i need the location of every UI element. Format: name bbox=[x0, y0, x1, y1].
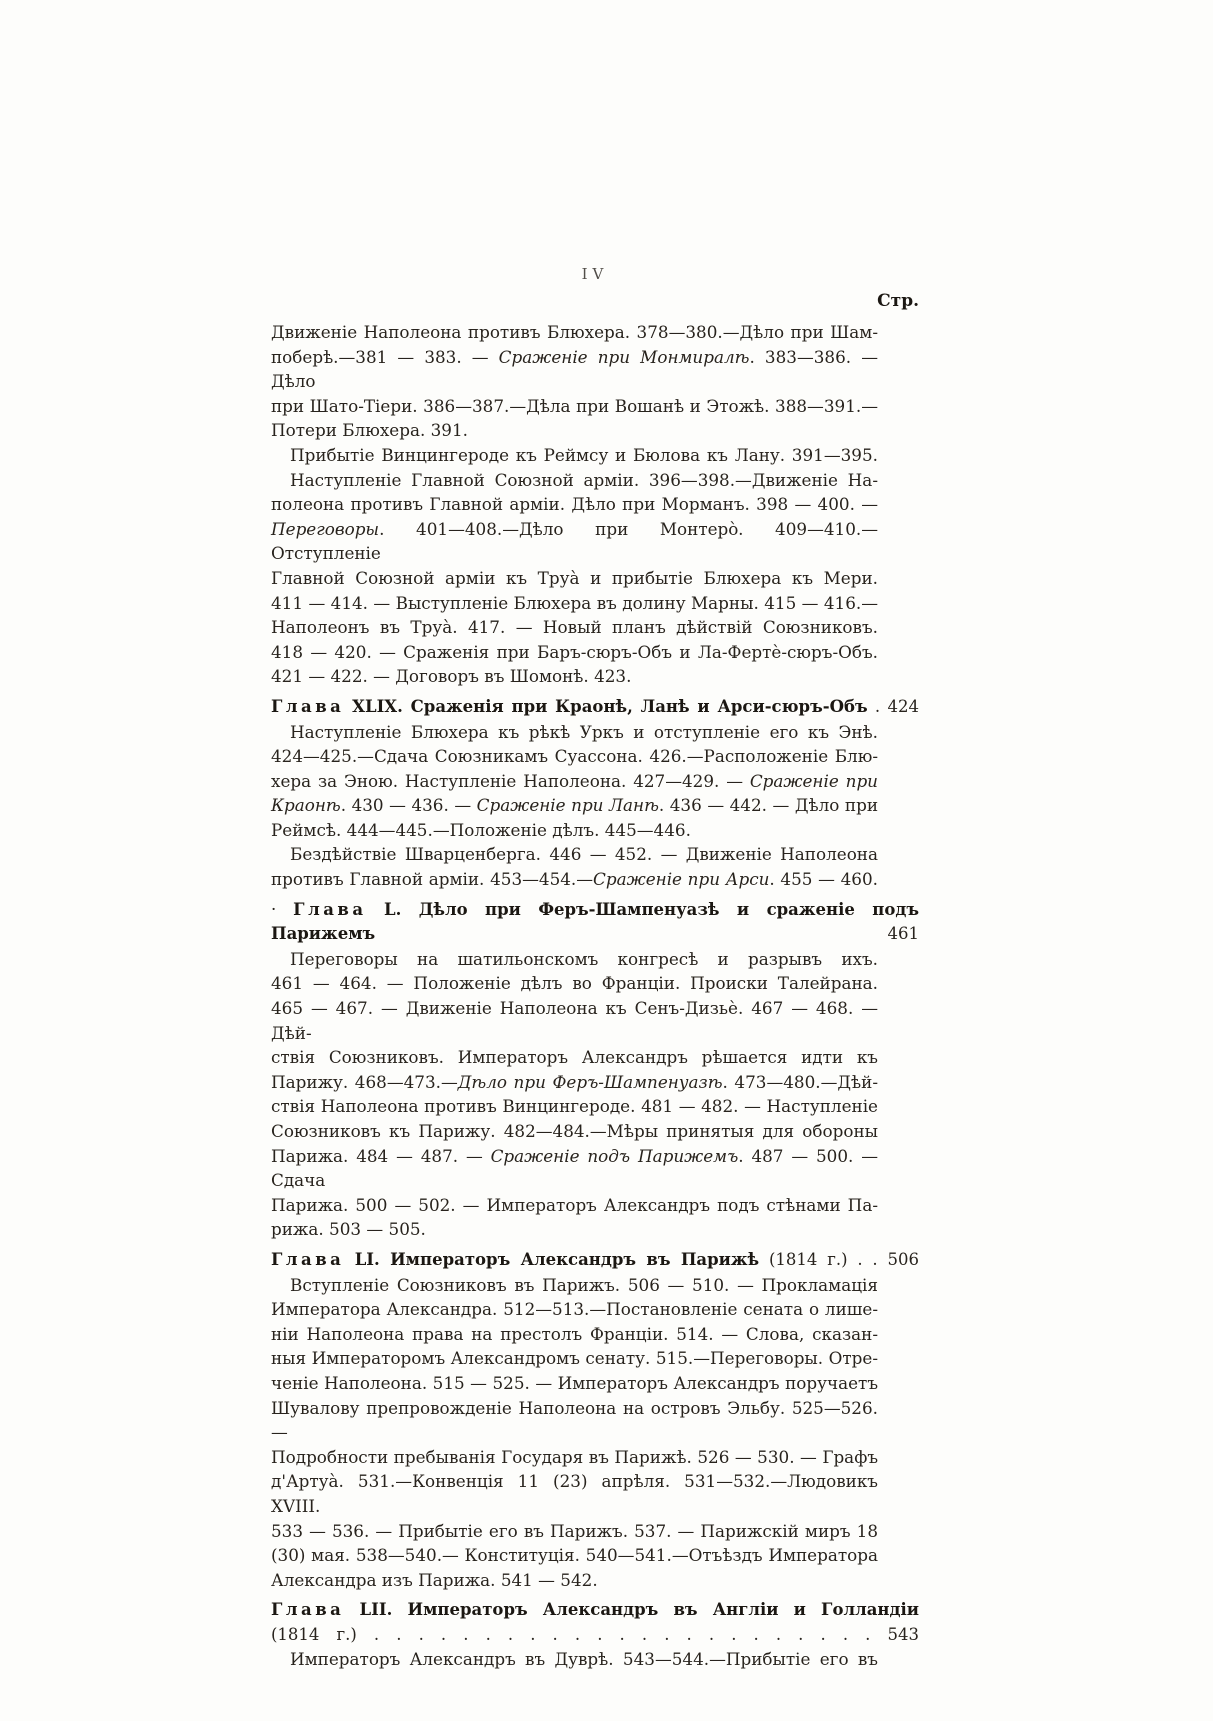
chapter-title: Сраженія при Краонѣ, Ланѣ и Арси-сюръ-Объ bbox=[410, 696, 868, 716]
chapter-label: Глава bbox=[271, 1249, 345, 1269]
chapter-title: Дѣло при Феръ-Шампенуазѣ и сраженіе подъ Парижемъ bbox=[271, 899, 919, 944]
chapter-title: L. bbox=[366, 899, 419, 919]
toc-line bbox=[271, 640, 919, 665]
text-run: Движеніе Наполеона противъ Блюхера. 378—380.—Дѣло при Шам- bbox=[271, 322, 878, 342]
text-run: Вступленіе Союзниковъ въ Парижъ. 506 — 510. — Прокламація bbox=[290, 1274, 878, 1295]
text-run: Главной Союзной арміи къ Труà и прибытіе Блюхера къ Мери. bbox=[271, 567, 878, 588]
text-run: (30) мая. 538—540.— Конституція. 540—541.—Отъѣздъ Императора bbox=[271, 1545, 878, 1566]
text-run: при Шато-Тіери. 386—387.—Дѣла при Вошанѣ и Этожѣ. 388—391.— bbox=[271, 395, 878, 416]
text-run: . 436 — 442. — Дѣло при bbox=[658, 795, 879, 816]
toc-line bbox=[271, 947, 919, 972]
text-run: Прибытіе Винцингероде къ Реймсу и Бюлова къ Лану. 391—395. bbox=[290, 444, 878, 465]
text-run: противъ Главной арміи. 453—454.— bbox=[271, 869, 594, 890]
text-run: . 473—480.—Дѣй- bbox=[722, 1071, 878, 1092]
text-run: ныя Императоромъ Александромъ сенату. 515.—Переговоры. Отре- bbox=[271, 1348, 878, 1369]
text-run: · bbox=[271, 899, 294, 919]
chapter-title: XLIX. bbox=[344, 696, 411, 716]
chapter-heading-line bbox=[271, 1598, 919, 1623]
battle-name-italic: Сраженіе при Монмиралѣ bbox=[498, 346, 750, 367]
battle-name-italic: Переговоры bbox=[271, 518, 380, 539]
chapter-title: LII. bbox=[344, 1600, 408, 1620]
battle-name-italic: Дѣло при Феръ-Шампенуазѣ bbox=[457, 1071, 723, 1092]
chapter-title: Императоръ Александръ въ Парижѣ bbox=[390, 1249, 760, 1269]
battle-name-italic: Краонѣ bbox=[271, 795, 341, 816]
toc-line bbox=[271, 320, 919, 345]
text-run: полеона противъ Главной арміи. Дѣло при Морманъ. 398 — 400. — bbox=[271, 494, 878, 515]
text-run: поберѣ.—381 — 383. — bbox=[271, 346, 499, 367]
toc-line bbox=[271, 720, 919, 745]
text-run: Потери Блюхера. 391. bbox=[271, 420, 468, 441]
text-run: Парижа. 484 — 487. — bbox=[271, 1145, 491, 1166]
text-run: хера за Эною. Наступленіе Наполеона. 427—429. — bbox=[271, 770, 750, 791]
text-run: 461 bbox=[887, 924, 919, 944]
toc-line bbox=[271, 1469, 919, 1518]
toc-line bbox=[271, 996, 919, 1045]
text-run bbox=[375, 924, 887, 943]
text-run: 506 bbox=[887, 1249, 919, 1269]
chapter-heading-line bbox=[271, 1248, 919, 1273]
text-run: 418 — 420. — Сраженія при Баръ-сюръ-Объ и Ла-Фертè-сюръ-Объ. bbox=[271, 641, 878, 662]
page-column-header: Стр. bbox=[877, 291, 919, 311]
chapter-heading-line bbox=[271, 695, 919, 720]
toc-line bbox=[271, 818, 919, 843]
toc-line bbox=[271, 615, 919, 640]
chapter-heading-line bbox=[271, 1623, 919, 1648]
battle-name-italic: Сраженіе при Арси bbox=[593, 869, 770, 890]
toc-line bbox=[271, 1217, 919, 1242]
text-run: (1814 г.) . . . . . . . . . . . . . . . . . . . . . . . bbox=[271, 1624, 888, 1644]
toc-line bbox=[271, 1297, 919, 1322]
chapter-heading-line bbox=[271, 898, 919, 947]
text-run: . bbox=[867, 696, 888, 716]
text-run: ствія Союзниковъ. Императоръ Александръ рѣшается идти къ bbox=[271, 1047, 878, 1068]
toc-line bbox=[271, 793, 919, 818]
text-run: . 401—408.—Дѣло при Монтерò. 409—410.—Отступленіе bbox=[271, 518, 878, 564]
toc-line bbox=[271, 1045, 919, 1070]
toc-line bbox=[271, 345, 919, 394]
text-run: 424 bbox=[887, 696, 919, 716]
toc-line bbox=[271, 842, 919, 867]
text-run: рижа. 503 — 505. bbox=[271, 1219, 426, 1240]
toc-line bbox=[271, 1543, 919, 1568]
toc-line bbox=[271, 1519, 919, 1544]
battle-name-italic: Сраженіе при bbox=[749, 770, 878, 791]
toc-line bbox=[271, 1119, 919, 1144]
toc-line bbox=[271, 867, 919, 892]
text-run: Императоръ Александръ въ Дуврѣ. 543—544.—Прибытіе его въ bbox=[290, 1649, 878, 1670]
page-number-folio: IV bbox=[581, 265, 609, 283]
toc-line bbox=[271, 1322, 919, 1347]
toc-line bbox=[271, 1371, 919, 1396]
text-run: ченіе Наполеона. 515 — 525. — Императоръ Александръ поручаетъ bbox=[271, 1372, 878, 1393]
text-run: Наполеонъ въ Труà. 417. — Новый планъ дѣйствій Союзниковъ. bbox=[271, 617, 878, 638]
text-run: . 487 — 500. — Сдача bbox=[271, 1145, 878, 1191]
toc-line bbox=[271, 744, 919, 769]
text-run: 543 bbox=[887, 1624, 919, 1644]
text-run: 421 — 422. — Договоръ въ Шомонѣ. 423. bbox=[271, 666, 632, 687]
toc-blocks bbox=[271, 320, 919, 1672]
chapter-label: Глава bbox=[271, 696, 345, 716]
toc-line bbox=[271, 418, 919, 443]
text-run: 465 — 467. — Движеніе Наполеона къ Сенъ-Дизьè. 467 — 468. — Дѣй- bbox=[271, 998, 878, 1043]
toc-line bbox=[271, 468, 919, 493]
battle-name-italic: Сраженіе подъ Парижемъ bbox=[490, 1145, 739, 1166]
toc-line bbox=[271, 492, 919, 517]
toc-line bbox=[271, 566, 919, 591]
toc-line bbox=[271, 1144, 919, 1193]
chapter-label: Глава bbox=[293, 899, 367, 919]
text-run: (1814 г.) . . bbox=[759, 1249, 888, 1269]
text-run: д'Артуà. 531.—Конвенція 11 (23) апрѣля. 531—532.—Людовикъ XVIII. bbox=[271, 1471, 878, 1516]
text-run: Парижа. 500 — 502. — Императоръ Александръ подъ стѣнами Па- bbox=[271, 1194, 878, 1215]
text-run: Шувалову препровожденіе Наполеона на островъ Эльбу. 525—526.— bbox=[271, 1397, 878, 1443]
toc-line bbox=[271, 517, 919, 566]
text-run: Переговоры на шатильонскомъ конгресѣ и разрывъ ихъ. bbox=[290, 948, 878, 969]
toc-line bbox=[271, 591, 919, 616]
text-run: Бездѣйствіе Шварценберга. 446 — 452. — Движеніе Наполеона bbox=[290, 844, 878, 865]
text-run: 533 — 536. — Прибытіе его въ Парижъ. 537. — Парижскій миръ 18 bbox=[271, 1520, 878, 1541]
text-run: Парижу. 468—473.— bbox=[271, 1071, 458, 1092]
text-run: ствія Наполеона противъ Винцингероде. 481 — 482. — Наступленіе bbox=[271, 1096, 878, 1117]
toc-line bbox=[271, 971, 919, 996]
text-run: . 455 — 460. bbox=[769, 869, 878, 890]
toc-line bbox=[271, 1647, 919, 1672]
text-run: . 383—386. — Дѣло bbox=[271, 346, 878, 392]
battle-name-italic: Сраженіе при Ланѣ bbox=[476, 795, 659, 816]
text-run: Подробности пребыванія Государя въ Парижѣ. 526 — 530. — Графъ bbox=[271, 1446, 878, 1467]
chapter-title: Императоръ Александръ въ Англіи и Голландіи bbox=[407, 1600, 919, 1620]
text-run: Союзниковъ къ Парижу. 482—484.—Мѣры принятыя для обороны bbox=[271, 1121, 878, 1141]
toc-line bbox=[271, 394, 919, 419]
toc-line bbox=[271, 1273, 919, 1298]
toc-line bbox=[271, 1445, 919, 1470]
text-run: 411 — 414. — Выступленіе Блюхера въ долину Марны. 415 — 416.— bbox=[271, 592, 878, 613]
text-run: 461 — 464. — Положеніе дѣлъ во Франціи. Происки Талейрана. bbox=[271, 973, 878, 994]
toc-line bbox=[271, 664, 919, 689]
toc-line bbox=[271, 443, 919, 468]
text-run: ніи Наполеона права на престолъ Франціи. 514. — Слова, сказан- bbox=[271, 1323, 878, 1344]
text-run: Реймсѣ. 444—445.—Положеніе дѣлъ. 445—446. bbox=[271, 819, 691, 840]
chapter-title: LI. bbox=[344, 1249, 391, 1269]
text-run: 424—425.—Сдача Союзникамъ Суассона. 426.—Расположеніе Блю- bbox=[271, 746, 878, 767]
text-run: Наступленіе Блюхера къ рѣкѣ Уркъ и отступленіе его къ Энѣ. bbox=[290, 721, 878, 742]
text-run: Наступленіе Главной Союзной арміи. 396—398.—Движеніе На- bbox=[290, 469, 878, 490]
text-run: Александра изъ Парижа. 541 — 542. bbox=[271, 1569, 598, 1590]
toc-line bbox=[271, 1568, 919, 1593]
toc-line bbox=[271, 769, 919, 794]
toc-line bbox=[271, 1094, 919, 1119]
chapter-label: Глава bbox=[271, 1600, 345, 1620]
toc-line bbox=[271, 1346, 919, 1371]
text-run: Императора Александра. 512—513.—Постановленіе сената о лише- bbox=[271, 1299, 878, 1320]
toc-line bbox=[271, 1396, 919, 1445]
toc-line bbox=[271, 1070, 919, 1095]
text-run: . 430 — 436. — bbox=[340, 795, 477, 816]
toc-line bbox=[271, 1193, 919, 1218]
